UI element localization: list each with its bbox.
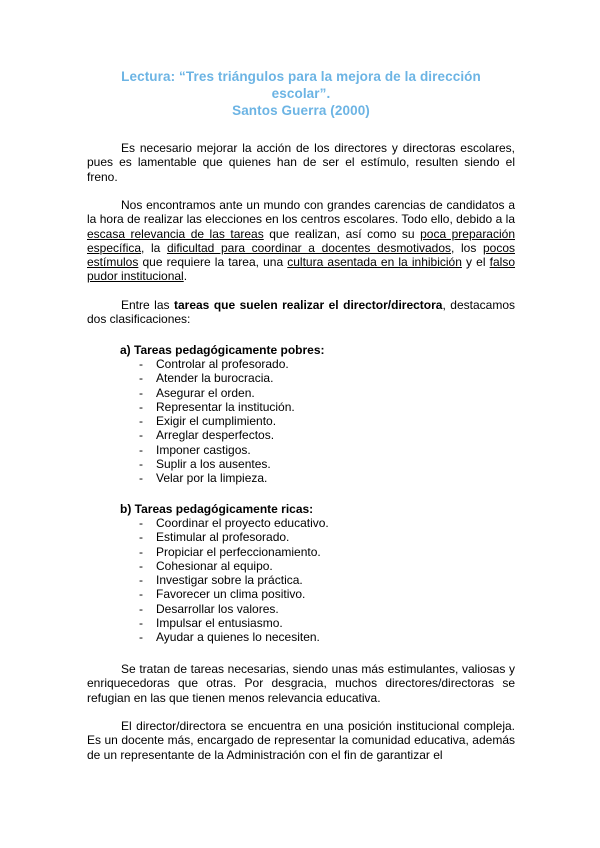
dash: - <box>139 371 143 386</box>
list-item-text: Controlar al profesorado. <box>156 357 289 371</box>
list-item-text: Imponer castigos. <box>156 442 251 457</box>
p2-underline-3: dificultad para coordinar a docentes desmotivados <box>166 240 452 255</box>
paragraph-1-text: Es necesario mejorar la acción de los directores y directoras escolares, pues es lamentable que quienes han de ser el estímulo, resulten siendo el freno. <box>87 141 515 184</box>
list-item-text: Desarrollar los valores. <box>156 601 279 616</box>
p2-text-7: . <box>183 269 188 284</box>
p2-text-2: que realizan, así como su <box>263 226 421 241</box>
paragraph-2 <box>87 198 515 284</box>
p2-underline-2: poca preparación específica <box>87 226 515 255</box>
list-item <box>139 516 329 530</box>
dash: - <box>139 428 143 443</box>
p2-text-1: Nos encontramos ante un mundo con grandes carencias de candidatos a la hora de realizar las elecciones en los centros escolares. Todo ello, debido a la <box>87 198 515 227</box>
dash: - <box>139 558 143 573</box>
p3-text-1: Entre las <box>121 298 174 312</box>
list-item-text: Atender la burocracia. <box>156 371 274 386</box>
list-item-text: Coordinar el proyecto educativo. <box>156 516 329 530</box>
list-item <box>139 371 295 385</box>
p3-bold: tareas que suelen realizar el director/directora <box>173 298 443 312</box>
paragraph-5-text: El director/directora se encuentra en una posición institucional compleja. Es un docente más, encargado de representar la comunidad educativa, además de un representante de la Administración con el fin de garantizar el <box>87 719 515 762</box>
list-item-text: Favorecer un clima positivo. <box>156 587 306 602</box>
list-item <box>139 471 295 485</box>
list-item-text: Exigir el cumplimiento. <box>156 414 277 429</box>
section-a-heading: a) Tareas pedagógicamente pobres: <box>120 343 325 357</box>
section-b-heading: b) Tareas pedagógicamente ricas: <box>120 502 314 516</box>
list-item <box>139 443 295 457</box>
list-item <box>139 386 295 400</box>
title-line-2: escolar”. <box>271 86 331 101</box>
paragraph-4-text: Se tratan de tareas necesarias, siendo unas más estimulantes, valiosas y enriquecedoras que otras. Por desgracia, muchos directores/directoras se refugian en las que tienen menos relevancia educativa. <box>87 662 515 705</box>
p2-underline-6: falso pudor institucional <box>87 255 516 284</box>
dash: - <box>139 442 143 457</box>
dash: - <box>139 399 143 414</box>
list-item <box>139 357 295 371</box>
list-item-text: Asegurar el orden. <box>156 385 255 400</box>
dash: - <box>139 457 143 472</box>
list-item <box>139 616 329 630</box>
list-item <box>139 400 295 414</box>
p2-text-6: y el <box>461 255 490 270</box>
list-item <box>139 530 329 544</box>
dash: - <box>139 616 143 631</box>
p2-underline-1: escasa relevancia de las tareas <box>87 226 264 241</box>
dash: - <box>139 414 143 429</box>
dash: - <box>139 516 143 530</box>
list-item-text: Cohesionar al equipo. <box>156 558 273 573</box>
dash: - <box>139 630 143 645</box>
list-item <box>139 428 295 442</box>
dash: - <box>139 530 143 545</box>
paragraph-3 <box>87 298 515 327</box>
list-item <box>139 457 295 471</box>
list-item-text: Suplir a los ausentes. <box>156 457 271 472</box>
list-item-text: Ayudar a quienes lo necesiten. <box>156 630 320 645</box>
list-item-text: Propiciar el perfeccionamiento. <box>156 544 321 559</box>
section-a-list <box>139 357 295 486</box>
list-item-text: Estimular al profesorado. <box>156 530 290 545</box>
dash: - <box>139 601 143 616</box>
dash: - <box>139 385 143 400</box>
list-item-text: Representar la institución. <box>156 399 295 414</box>
dash: - <box>139 357 143 371</box>
dash: - <box>139 587 143 602</box>
title-line-1: Lectura: “Tres triángulos para la mejora de la dirección <box>121 69 481 84</box>
p3-text-2: , destacamos dos clasificaciones: <box>87 298 515 327</box>
title-author: Santos Guerra (2000) <box>232 103 370 118</box>
list-item-text: Impulsar el entusiasmo. <box>156 616 283 631</box>
document-title <box>88 68 514 119</box>
dash: - <box>139 544 143 559</box>
list-item <box>139 545 329 559</box>
dash: - <box>139 471 143 486</box>
dash: - <box>139 573 143 588</box>
list-item <box>139 587 329 601</box>
paragraph-5 <box>87 719 515 762</box>
p2-underline-4: pocos estímulos <box>87 240 515 270</box>
list-item <box>139 630 329 644</box>
list-item <box>139 559 329 573</box>
list-item <box>139 602 329 616</box>
paragraph-4 <box>87 662 515 705</box>
p2-text-3: , la <box>141 240 167 255</box>
p2-text-5: que requiere la tarea, una <box>138 255 288 270</box>
list-item <box>139 414 295 428</box>
section-b-list <box>139 516 329 645</box>
paragraph-1 <box>87 141 515 184</box>
list-item <box>139 573 329 587</box>
list-item-text: Velar por la limpieza. <box>156 471 268 486</box>
list-item-text: Investigar sobre la práctica. <box>156 573 303 588</box>
list-item-text: Arreglar desperfectos. <box>156 428 275 443</box>
p2-text-4: , los <box>451 240 483 255</box>
p2-underline-5: cultura asentada en la inhibición <box>287 255 462 270</box>
